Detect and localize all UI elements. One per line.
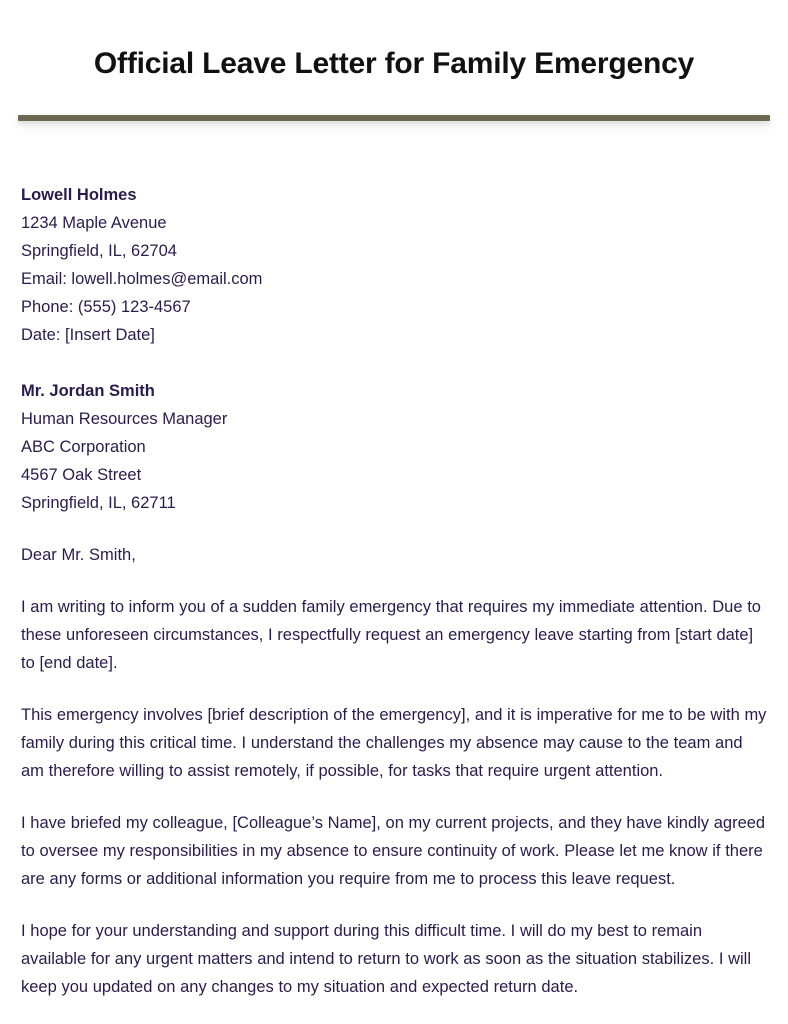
salutation: Dear Mr. Smith, — [21, 546, 136, 564]
title-divider-wrapper — [18, 115, 770, 121]
recipient-city-state-zip: Springfield, IL, 62711 — [21, 494, 176, 512]
sender-street: 1234 Maple Avenue — [21, 214, 167, 232]
sender-address-block — [21, 181, 768, 349]
letter-body — [18, 181, 770, 1019]
letter-paragraph-3: I have briefed my colleague, [Colleague’s Name], on my current projects, and they have kindly agreed to oversee my responsibilities in my absence to ensure continuity of work. Please let me know if there are any forms or additional information you require from me to process this leave request. — [21, 814, 766, 888]
recipient-address-block — [21, 377, 768, 517]
recipient-company: ABC Corporation — [21, 438, 146, 456]
recipient-job-title: Human Resources Manager — [21, 410, 228, 428]
sender-phone: Phone: (555) 123-4567 — [21, 298, 191, 316]
page-title: Official Leave Letter for Family Emergency — [93, 47, 695, 80]
letter-date: Date: [Insert Date] — [21, 326, 155, 344]
recipient-name: Mr. Jordan Smith — [21, 382, 155, 400]
sender-name: Lowell Holmes — [21, 186, 137, 204]
letter-paragraph-1: I am writing to inform you of a sudden family emergency that requires my immediate attention. Due to these unforeseen circumstances, I respectfully request an emergency leave starting from [start date] to [end date]. — [21, 598, 761, 672]
bottom-spacer — [21, 1001, 768, 1019]
sender-city-state-zip: Springfield, IL, 62704 — [21, 242, 177, 260]
title-divider — [18, 115, 770, 121]
recipient-street: 4567 Oak Street — [21, 466, 142, 484]
letter-paragraph-2: This emergency involves [brief description of the emergency], and it is imperative for me to be with my family during this critical time. I understand the challenges my absence may cause to the team and am therefore willing to assist remotely, if possible, for tasks that require urgent attention. — [21, 706, 767, 780]
letter-paragraph-4: I hope for your understanding and support during this difficult time. I will do my best to remain available for any urgent matters and intend to return to work as soon as the situation stabilizes. I will keep you updated on any changes to my situation and expected return date. — [21, 922, 752, 996]
sender-email: Email: lowell.holmes@email.com — [21, 270, 263, 288]
